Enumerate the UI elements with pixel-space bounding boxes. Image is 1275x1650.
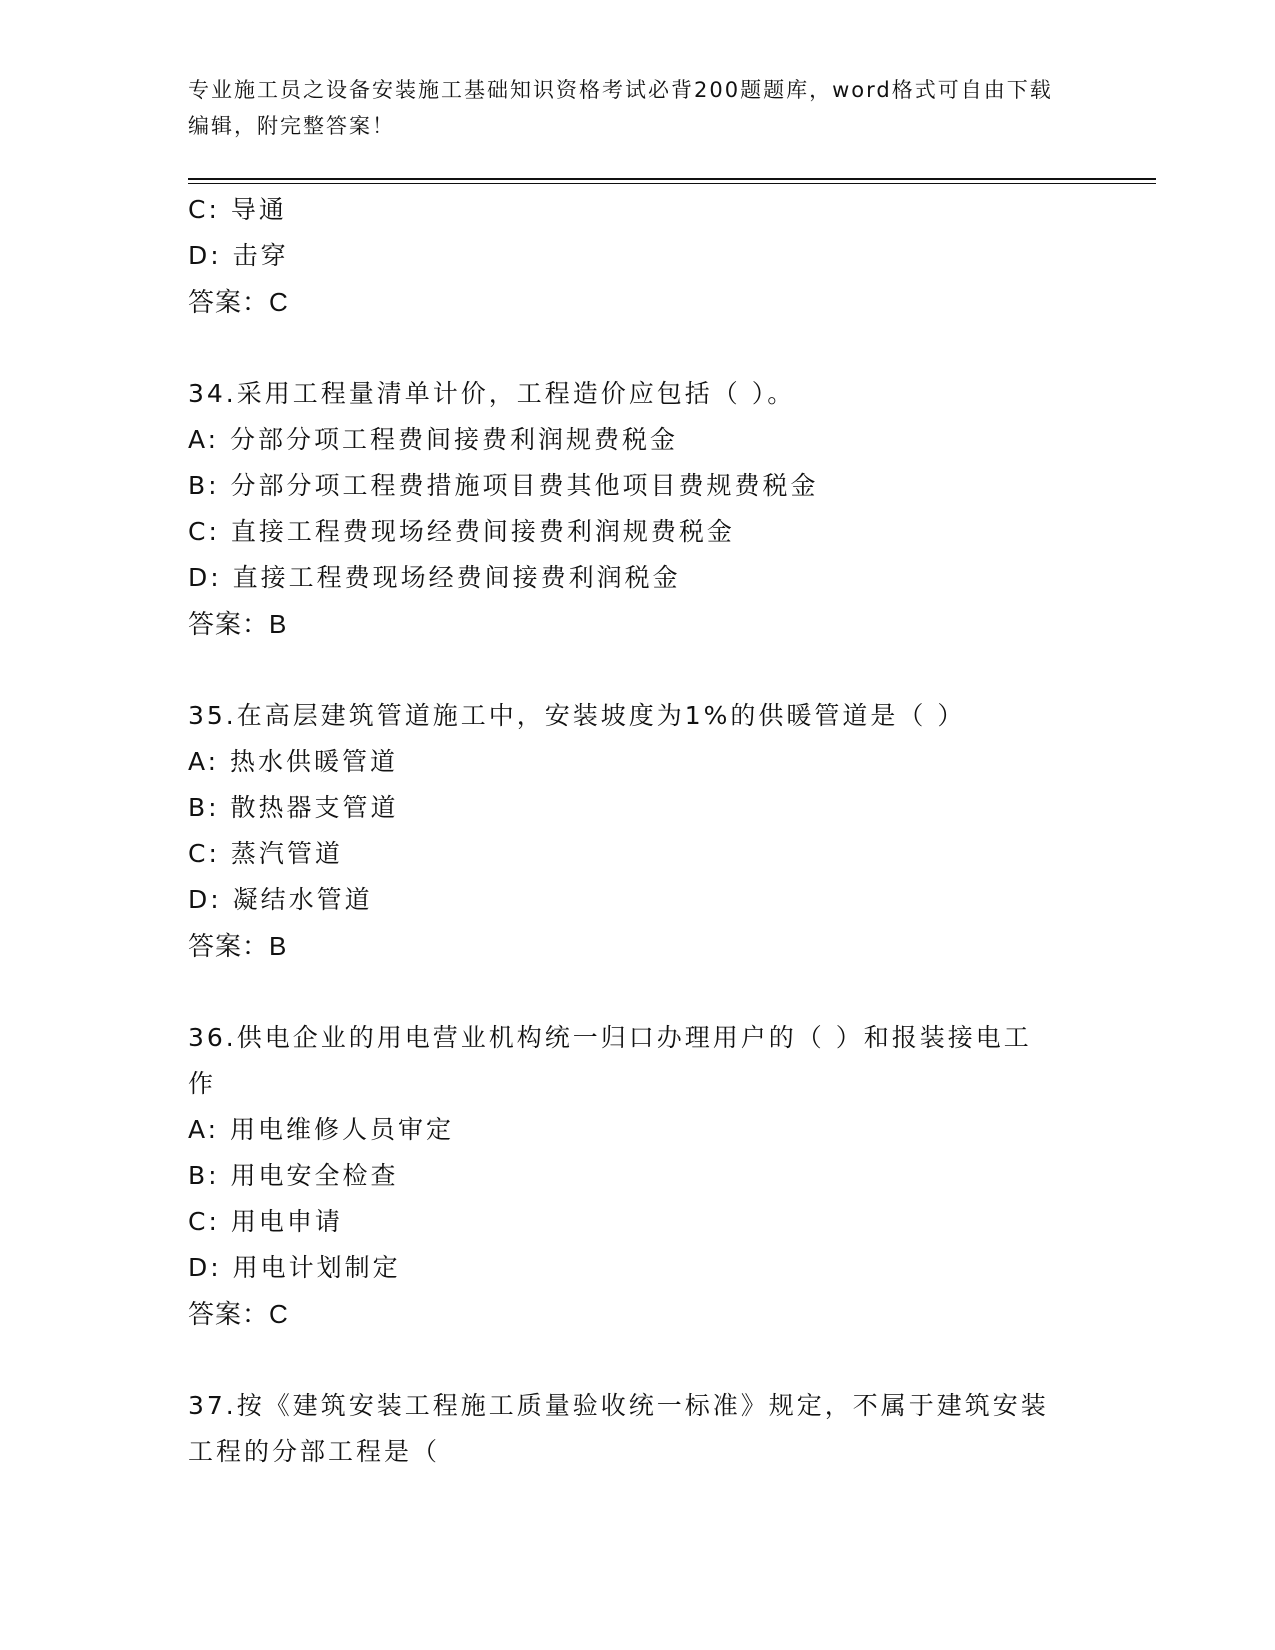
option-c: C: 蒸汽管道 xyxy=(188,839,343,868)
question-35 xyxy=(188,693,1088,969)
option-a: A: 用电维修人员审定 xyxy=(188,1115,455,1144)
header-rule-thick xyxy=(188,178,1156,180)
question-stem: 36.供电企业的用电营业机构统一归口办理用户的（ ）和报装接电工作 xyxy=(188,1023,1032,1098)
option-b: B: 分部分项工程费措施项目费其他项目费规费税金 xyxy=(188,471,819,500)
spacer xyxy=(188,325,1088,371)
option-a: A: 热水供暖管道 xyxy=(188,747,399,776)
option-b: B: 散热器支管道 xyxy=(188,793,399,822)
question-stem: 34.采用工程量清单计价，工程造价应包括（ ）。 xyxy=(188,379,796,408)
answer-line: 答案：B xyxy=(188,931,288,961)
option-d: D: 击穿 xyxy=(188,241,289,270)
option-c: C: 直接工程费现场经费间接费利润规费税金 xyxy=(188,517,735,546)
spacer xyxy=(188,647,1088,693)
question-36 xyxy=(188,1015,1088,1337)
question-content xyxy=(188,187,1088,1475)
document-header: 专业施工员之设备安装施工基础知识资格考试必背200题题库，word格式可自由下载编辑，附完整答案！ xyxy=(188,78,1053,138)
question-stem: 37.按《建筑安装工程施工质量验收统一标准》规定，不属于建筑安装工程的分部工程是（ xyxy=(188,1391,1049,1466)
option-d: D: 凝结水管道 xyxy=(188,885,373,914)
option-c: C: 用电申请 xyxy=(188,1207,343,1236)
option-c: C: 导通 xyxy=(188,195,287,224)
option-a: A: 分部分项工程费间接费利润规费税金 xyxy=(188,425,679,454)
header-rule-thin xyxy=(188,183,1156,184)
prev-question-tail xyxy=(188,187,1088,325)
option-d: D: 用电计划制定 xyxy=(188,1253,401,1282)
spacer xyxy=(188,969,1088,1015)
spacer xyxy=(188,1337,1088,1383)
option-b: B: 用电安全检查 xyxy=(188,1161,399,1190)
answer-line: 答案：C xyxy=(188,1299,289,1329)
question-37 xyxy=(188,1383,1088,1475)
question-stem: 35.在高层建筑管道施工中，安装坡度为1%的供暖管道是（ ） xyxy=(188,701,966,730)
answer-line: 答案：C xyxy=(188,287,289,317)
question-34 xyxy=(188,371,1088,647)
option-d: D: 直接工程费现场经费间接费利润税金 xyxy=(188,563,681,592)
answer-line: 答案：B xyxy=(188,609,288,639)
